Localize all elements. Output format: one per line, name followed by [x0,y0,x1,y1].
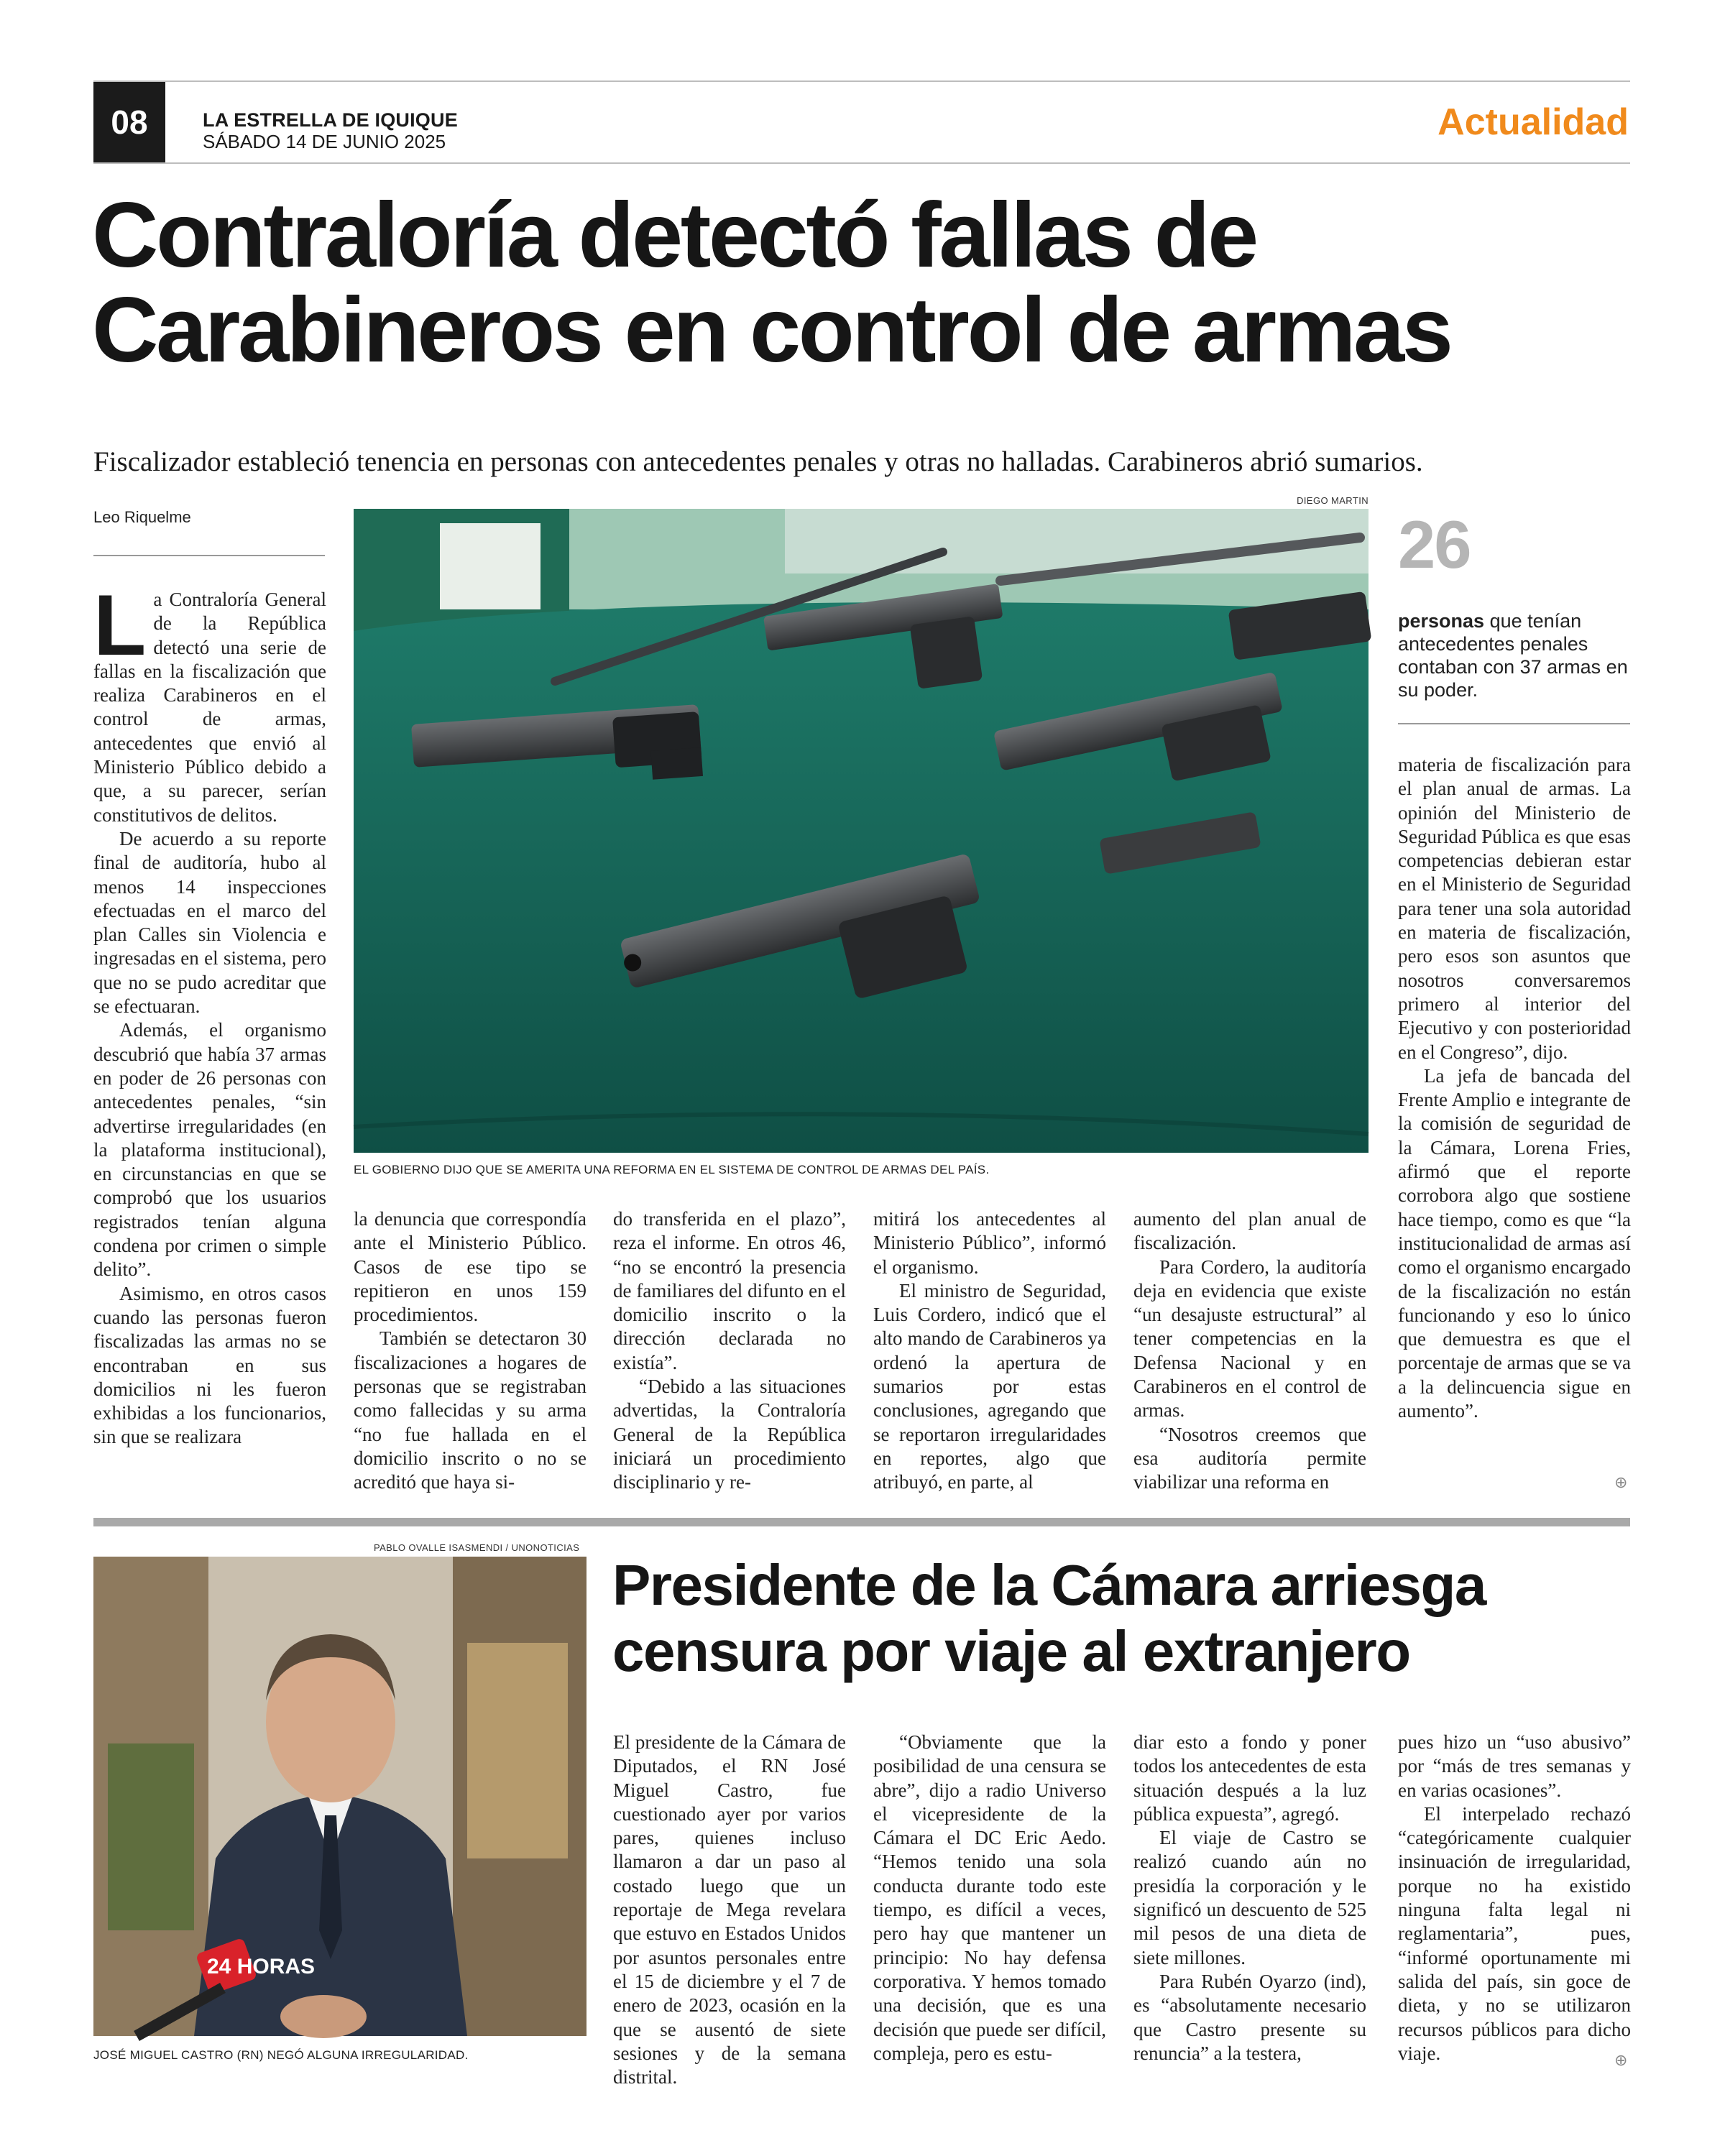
article1-col5-p2: Para Cordero, la auditoría deja en evidencia que existe “un desajuste estructural” al tener competencias en la Defensa Nacional y en Carabineros en el control de armas. [1133,1256,1366,1422]
end-of-story-icon-2: ⊕ [1614,2051,1628,2069]
article2-column-4 [1398,1731,1631,2068]
second-headline [612,1552,1633,1685]
article1-col1-p1: a Contraloría General de la República detectó una serie de fallas en la fiscalización que realiza Carabineros en el control de armas, antecedentes que envió al Ministerio Público debido a que, a su parecer, serían constitutivos de delitos. [93,589,326,826]
article2-column-2 [873,1731,1106,2068]
article1-col4-p2: El ministro de Seguridad, Luis Cordero, indicó que el alto mando de Carabineros ya ordenó la apertura de sumarios por estas conclusiones, agregando que se reportaron irregularidades en reportes, algo que atribuyó, en parte, al [873,1279,1106,1493]
story-separator [93,1518,1630,1526]
callout-bold: personas [1398,610,1485,632]
castro-photo [93,1557,586,2036]
article1-column-3 [613,1207,846,1496]
issue-date: SÁBADO 14 DE JUNIO 2025 [203,131,446,152]
article2-col3-p2: El viaje de Castro se realizó cuando aún no presidía la corporación y le significó un descuento de 525 mil pesos de una dieta de siete millones. [1133,1827,1366,1968]
mic-logo-24: 24 HORAS [207,1955,316,1978]
castro-photo-illustration [93,1557,586,2036]
article1-col1-p4: Asimismo, en otros casos cuando las personas fueron fiscalizadas las armas no se encontraban en sus domicilios ni les fueron exhibidas a los funcionarios, sin que se realizara [93,1282,326,1448]
article1-column-2 [354,1207,586,1496]
article2-col2-p1: “Obviamente que la posibilidad de una censura se abre”, dijo a radio Universo el vicepresidente de la Cámara el DC Eric Aedo. “Hemos tenido una sola conducta durante todo este tiempo, es difícil a veces, pero hay que mantener un principio: No hay defensa corporativa. Y hemos tomado una decisión, que es una decisión que puede ser difícil, compleja, pero es estu- [873,1731,1106,2064]
callout-number: 26 [1398,507,1471,582]
article1-col5-p1: aumento del plan anual de fiscalización. [1133,1208,1366,1254]
callout-rest: que tenían antecedentes penales contaban con 37 armas en su poder. [1398,610,1628,701]
article1-col3-p2: “Debido a las situaciones advertidas, la Contraloría General de la República iniciará un procedimiento disciplinario y re- [613,1376,846,1493]
page-number: 08 [93,82,165,162]
photo2-caption: JOSÉ MIGUEL CASTRO (RN) NEGÓ ALGUNA IRREGULARIDAD. [93,2048,469,2062]
article2-column-3 [1133,1731,1366,2068]
main-headline [92,184,1637,382]
article1-col1-p3: Además, el organismo descubrió que había 37 armas en poder de 26 personas con antecedentes penales, “sin advertirse irregularidades (en la plataforma institucional), en circunstancias en que se comprobó que los usuarios registrados tenían alguna condena por crimen o simple delito”. [93,1019,326,1281]
section-label: Actualidad [1438,101,1629,143]
article1-col4-p1: mitirá los antecedentes al Ministerio Público”, informó el organismo. [873,1208,1106,1278]
photo-credit: DIEGO MARTIN [1297,495,1368,506]
header-bottom-rule [93,162,1630,164]
article1-col3-p1: do transferida en el plazo”, reza el informe. En otros 46, “no se encontró la presencia de familiares del difunto en el domicilio inscrito o la dirección declarada no existía”. [613,1208,846,1373]
guns-photo-illustration [354,509,1368,1153]
second-headline-line1: Presidente de la Cámara arriesga [612,1553,1486,1617]
end-of-story-icon: ⊕ [1614,1473,1628,1491]
article2-col3-p3: Para Rubén Oyarzo (ind), es “absolutamente necesario que Castro presente su renuncia” a la testera, [1133,1970,1366,2064]
callout-rule [1398,723,1630,724]
article1-col6-p1: materia de fiscalización para el plan anual de armas. La opinión del Ministerio de Seguridad Pública es que esas competencias debieran estar en el Ministerio de Seguridad para tener una sola autoridad en materia de fiscalización, pero esos son asuntos que nosotros conversaremos primero al interior del Ejecutivo y con posterioridad en el Congreso”, dijo. [1398,754,1631,1063]
guns-photo [354,509,1368,1153]
article2-col4-p1: pues hizo un “uso abusivo” por “más de tres semanas y en varias ocasiones”. [1398,1731,1631,1801]
dropcap: L [93,577,147,673]
article1-column-6 [1398,753,1631,1496]
article2-col3-p1: diar esto a fondo y poner todos los antecedentes de esta situación después a la luz pública expuesta”, agregó. [1133,1731,1366,1825]
newspaper-name: LA ESTRELLA DE IQUIQUE [203,109,458,131]
header-top-rule [93,80,1630,82]
article1-column-1 [93,577,326,1496]
photo2-credit: PABLO OVALLE ISASMENDI / UNONOTICIAS [374,1542,580,1553]
main-headline-line2: Carabineros en control de armas [92,279,1451,382]
article1-col1-p2: De acuerdo a su reporte final de auditoría, hubo al menos 14 inspecciones efectuadas en el marco del plan Calles sin Violencia e ingresadas en el sistema, pero que no se pudo acreditar que se efectuaran. [93,827,326,1018]
main-subhead: Fiscalizador estableció tenencia en personas con antecedentes penales y otras no halladas. Carabineros abrió sumarios. [93,446,1423,477]
article2-col4-p2: El interpelado rechazó “categóricamente cualquier insinuación de irregularidad, porque no ha existido ninguna falta legal ni reglamentaria”, pues, “informé oportunamente mi salida del país, sin goce de dieta, y no se utilizaron recursos públicos para dicho viaje. [1398,1802,1631,2064]
article1-col2-p2: También se detectaron 30 fiscalizaciones a hogares de personas que se registraban como fallecidas y su arma “no fue hallada en el domicilio inscrito o no se acreditó que haya si- [354,1327,586,1493]
article1-col5-p3: “Nosotros creemos que esa auditoría permite viabilizar una reforma en [1133,1423,1366,1493]
article1-col6-p2: La jefa de bancada del Frente Amplio e integrante de la comisión de seguridad de la Cámara, Lorena Fries, afirmó que el reporte corrobora algo que sostiene hace tiempo, como es que “la institucionalidad de armas así como el organismo encargado de la fiscalización no están funcionando y eso lo único que demuestra es que el porcentaje de armas que se va a la delincuencia sigue en aumento”. [1398,1064,1631,1422]
article2-column-1 [613,1731,846,2088]
article1-column-5 [1133,1207,1366,1496]
article1-column-4 [873,1207,1106,1496]
byline: Leo Riquelme [93,508,191,526]
photo-caption: EL GOBIERNO DIJO QUE SE AMERITA UNA REFORMA EN EL SISTEMA DE CONTROL DE ARMAS DEL PAÍS. [354,1163,990,1176]
article2-col1-p1: El presidente de la Cámara de Diputados, el RN José Miguel Castro, fue cuestionado ayer por varios pares, quienes incluso llamaron a dar un paso al costado luego que un reportaje de Mega revelara que estuvo en Estados Unidos por asuntos personales entre el 15 de diciembre y el 7 de enero de 2023, ocasión en la que se ausentó de siete sesiones y de la semana distrital. [613,1731,846,2088]
callout-text [1398,609,1635,701]
main-headline-line1: Contraloría detectó fallas de [92,184,1256,287]
byline-rule [93,555,325,556]
article1-col2-p1: la denuncia que correspondía ante el Ministerio Público. Casos de ese tipo se repitieron en unos 159 procedimientos. [354,1208,586,1326]
second-headline-line2: censura por viaje al extranjero [612,1619,1410,1683]
